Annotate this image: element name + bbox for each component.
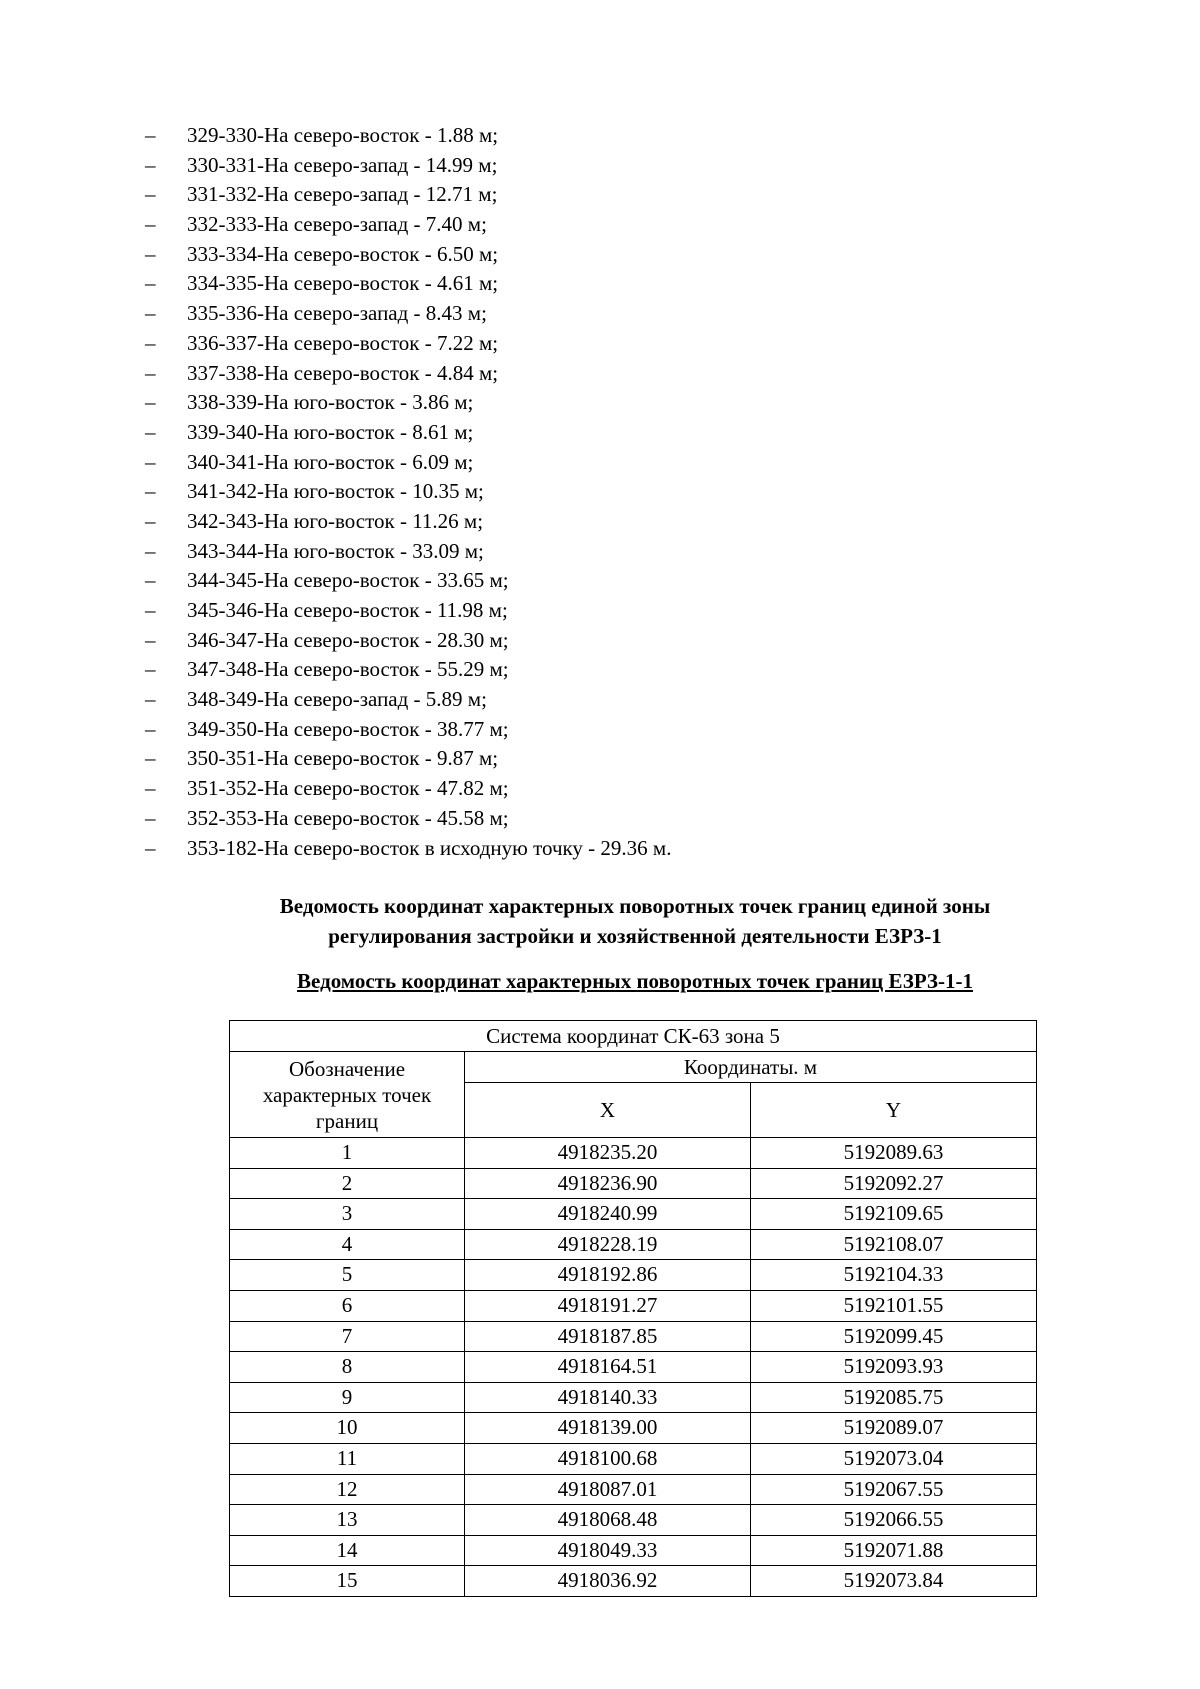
table-header-row xyxy=(230,1021,1037,1052)
list-marker: – xyxy=(145,716,156,741)
section-heading-line-1: Ведомость координат характерных поворотных точек границ единой зоны xyxy=(279,894,991,918)
list-marker: – xyxy=(145,598,156,622)
segment-text: 351-352-На северо-восток - 47.82 м; xyxy=(187,776,509,801)
y-coordinate-cell: 5192104.33 xyxy=(751,1260,1037,1291)
point-number-cell: 3 xyxy=(230,1199,465,1230)
segment-text: 338-339-На юго-восток - 3.86 м; xyxy=(187,390,474,415)
list-marker: – xyxy=(145,390,156,415)
segment-text: 343-344-На юго-восток - 33.09 м; xyxy=(187,538,484,563)
segment-text: 347-348-На северо-восток - 55.29 м; xyxy=(187,657,509,682)
y-coordinate-cell: 5192101.55 xyxy=(751,1290,1037,1321)
x-coordinate-cell: 4918187.85 xyxy=(465,1321,751,1352)
list-marker: – xyxy=(145,212,156,237)
point-number-cell: 13 xyxy=(230,1505,465,1536)
coordinates-header: Координаты. м xyxy=(465,1052,1037,1083)
list-marker: – xyxy=(145,241,156,266)
list-marker: – xyxy=(145,271,156,296)
list-marker: – xyxy=(145,449,156,474)
y-coordinate-cell: 5192067.55 xyxy=(751,1474,1037,1505)
list-marker: – xyxy=(145,657,156,682)
segment-text: 339-340-На юго-восток - 8.61 м; xyxy=(187,419,474,444)
segment-text: 335-336-На северо-запад - 8.43 м; xyxy=(187,301,487,326)
x-column-header: X xyxy=(465,1083,751,1138)
y-coordinate-cell: 5192073.84 xyxy=(751,1566,1037,1597)
table-row xyxy=(230,1535,1037,1566)
list-marker: – xyxy=(145,479,156,504)
table-row xyxy=(230,1168,1037,1199)
list-marker: – xyxy=(145,508,156,533)
segment-text: 348-349-На северо-запад - 5.89 м; xyxy=(187,687,487,712)
table-row xyxy=(230,1413,1037,1444)
table-row xyxy=(230,1229,1037,1260)
y-column-header: Y xyxy=(751,1083,1037,1138)
x-coordinate-cell: 4918140.33 xyxy=(465,1382,751,1413)
table-subtitle: Ведомость координат характерных поворотных точек границ ЕЗРЗ-1-1 xyxy=(297,969,973,993)
y-coordinate-cell: 5192108.07 xyxy=(751,1229,1037,1260)
list-marker: – xyxy=(145,301,156,326)
list-marker: – xyxy=(145,538,156,563)
table-header-row xyxy=(230,1052,1037,1083)
y-coordinate-cell: 5192085.75 xyxy=(751,1382,1037,1413)
coordinate-system-header: Система координат СК-63 зона 5 xyxy=(230,1021,1037,1052)
list-marker: – xyxy=(145,835,156,860)
segment-text: 345-346-На северо-восток - 11.98 м; xyxy=(187,598,508,622)
x-coordinate-cell: 4918036.92 xyxy=(465,1566,751,1597)
list-marker: – xyxy=(145,330,156,355)
point-number-cell: 4 xyxy=(230,1229,465,1260)
point-designation-header: Обозначение характерных точек границ xyxy=(230,1052,465,1138)
table-row xyxy=(230,1290,1037,1321)
list-marker: – xyxy=(145,123,156,147)
y-coordinate-cell: 5192099.45 xyxy=(751,1321,1037,1352)
segment-text: 329-330-На северо-восток - 1.88 м; xyxy=(187,123,499,147)
segment-text: 333-334-На северо-восток - 6.50 м; xyxy=(187,241,499,266)
table-row xyxy=(230,1443,1037,1474)
x-coordinate-cell: 4918192.86 xyxy=(465,1260,751,1291)
point-number-cell: 10 xyxy=(230,1413,465,1444)
list-marker: – xyxy=(145,568,156,593)
segment-text: 344-345-На северо-восток - 33.65 м; xyxy=(187,568,509,593)
list-marker: – xyxy=(145,805,156,830)
list-marker: – xyxy=(145,182,156,207)
table-row xyxy=(230,1138,1037,1169)
list-marker: – xyxy=(145,152,156,177)
segment-text: 349-350-На северо-восток - 38.77 м; xyxy=(187,716,509,741)
x-coordinate-cell: 4918164.51 xyxy=(465,1352,751,1383)
segment-text: 352-353-На северо-восток - 45.58 м; xyxy=(187,805,509,830)
y-coordinate-cell: 5192092.27 xyxy=(751,1168,1037,1199)
segment-text: 340-341-На юго-восток - 6.09 м; xyxy=(187,449,474,474)
y-coordinate-cell: 5192071.88 xyxy=(751,1535,1037,1566)
y-coordinate-cell: 5192089.07 xyxy=(751,1413,1037,1444)
table-row xyxy=(230,1199,1037,1230)
x-coordinate-cell: 4918139.00 xyxy=(465,1413,751,1444)
list-marker: – xyxy=(145,687,156,712)
y-coordinate-cell: 5192089.63 xyxy=(751,1138,1037,1169)
table-row xyxy=(230,1352,1037,1383)
point-number-cell: 9 xyxy=(230,1382,465,1413)
y-coordinate-cell: 5192073.04 xyxy=(751,1443,1037,1474)
x-coordinate-cell: 4918100.68 xyxy=(465,1443,751,1474)
table-row xyxy=(230,1382,1037,1413)
x-coordinate-cell: 4918191.27 xyxy=(465,1290,751,1321)
x-coordinate-cell: 4918087.01 xyxy=(465,1474,751,1505)
segment-text: 350-351-На северо-восток - 9.87 м; xyxy=(187,746,499,771)
point-number-cell: 15 xyxy=(230,1566,465,1597)
list-marker: – xyxy=(145,627,156,652)
x-coordinate-cell: 4918228.19 xyxy=(465,1229,751,1260)
segment-text: 336-337-На северо-восток - 7.22 м; xyxy=(187,330,499,355)
segment-text: 341-342-На юго-восток - 10.35 м; xyxy=(187,479,484,504)
section-heading xyxy=(140,891,1130,951)
y-coordinate-cell: 5192109.65 xyxy=(751,1199,1037,1230)
y-coordinate-cell: 5192093.93 xyxy=(751,1352,1037,1383)
segment-text: 334-335-На северо-восток - 4.61 м; xyxy=(187,271,499,296)
segment-text: 331-332-На северо-запад - 12.71 м; xyxy=(187,182,498,207)
segment-text: 353-182-На северо-восток в исходную точку - 29.36 м. xyxy=(187,835,672,860)
segment-text: 332-333-На северо-запад - 7.40 м; xyxy=(187,212,487,237)
point-number-cell: 11 xyxy=(230,1443,465,1474)
x-coordinate-cell: 4918236.90 xyxy=(465,1168,751,1199)
segment-text: 337-338-На северо-восток - 4.84 м; xyxy=(187,360,499,385)
table-row xyxy=(230,1505,1037,1536)
table-row xyxy=(230,1474,1037,1505)
point-number-cell: 5 xyxy=(230,1260,465,1291)
list-marker: – xyxy=(145,746,156,771)
list-marker: – xyxy=(145,776,156,801)
y-coordinate-cell: 5192066.55 xyxy=(751,1505,1037,1536)
point-number-cell: 12 xyxy=(230,1474,465,1505)
point-number-cell: 8 xyxy=(230,1352,465,1383)
x-coordinate-cell: 4918068.48 xyxy=(465,1505,751,1536)
x-coordinate-cell: 4918240.99 xyxy=(465,1199,751,1230)
point-number-cell: 7 xyxy=(230,1321,465,1352)
segment-text: 342-343-На юго-восток - 11.26 м; xyxy=(187,508,484,533)
x-coordinate-cell: 4918049.33 xyxy=(465,1535,751,1566)
point-number-cell: 14 xyxy=(230,1535,465,1566)
point-number-cell: 1 xyxy=(230,1138,465,1169)
coordinates-table-body xyxy=(230,1138,1037,1597)
table-row xyxy=(230,1260,1037,1291)
segment-text: 346-347-На северо-восток - 28.30 м; xyxy=(187,627,509,652)
segment-text: 330-331-На северо-запад - 14.99 м; xyxy=(187,152,498,177)
table-row xyxy=(230,1321,1037,1352)
point-number-cell: 6 xyxy=(230,1290,465,1321)
point-number-cell: 2 xyxy=(230,1168,465,1199)
table-row xyxy=(230,1566,1037,1597)
section-heading-line-2: регулирования застройки и хозяйственной деятельности ЕЗРЗ-1 xyxy=(328,924,942,948)
x-coordinate-cell: 4918235.20 xyxy=(465,1138,751,1169)
coordinates-table xyxy=(229,1020,1037,1597)
list-marker: – xyxy=(145,360,156,385)
list-marker: – xyxy=(145,419,156,444)
